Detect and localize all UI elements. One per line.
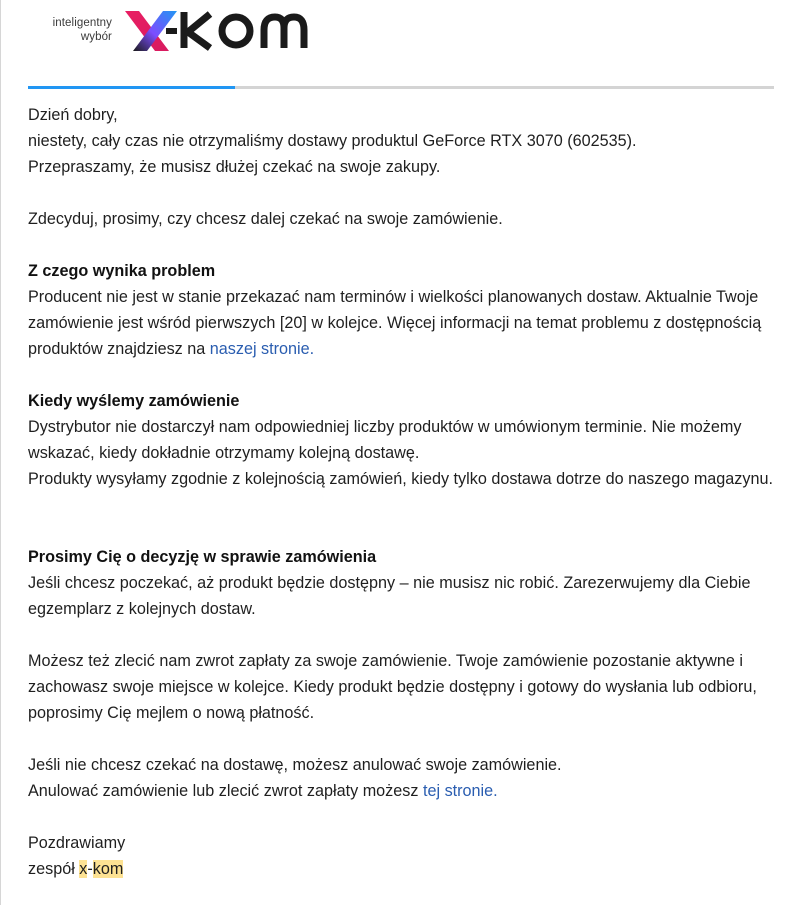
section-problem-text <box>28 284 774 362</box>
tagline-line-1: inteligentny <box>52 17 112 29</box>
brand-tagline <box>28 16 112 44</box>
section-decision-text-2: Możesz też zlecić nam zwrot zapłaty za swoje zamówienie. Twoje zamówienie pozostanie aktywne i zachowasz swoje miejsce w kolejce. Kiedy produkt będzie dostępny i gotowy do wysłania lub odbioru, poprosimy Cię mejlem o nową płatność. <box>28 652 757 722</box>
signature-brand-dash: - <box>87 860 93 878</box>
section-shipping-heading: Kiedy wyślemy zamówienie <box>28 392 240 410</box>
closing: Pozdrawiamy <box>28 834 126 852</box>
left-border <box>0 0 1 905</box>
decide-text: Zdecyduj, prosimy, czy chcesz dalej czekać na swoje zamówienie. <box>28 210 503 228</box>
signature-brand-kom: kom <box>92 860 124 878</box>
cancel-refund-text: Anulować zamówienie lub zlecić zwrot zapłaty możesz <box>28 782 423 800</box>
section-decision-text-1: Jeśli chcesz poczekać, aż produkt będzie dostępny – nie musisz nic robić. Zarezerwujemy dla Ciebie egzemplarz z kolejnych dostaw. <box>28 574 751 618</box>
section-problem-heading: Z czego wynika problem <box>28 262 216 280</box>
intro-line-2: Przepraszamy, że musisz dłużej czekać na swoje zakupy. <box>28 158 441 176</box>
section-problem-body: Producent nie jest w stanie przekazać nam terminów i wielkości planowanych dostaw. Aktualnie Twoje zamówienie jest wśród pierwszych [20] w kolejce. Więcej informacji na temat problemu z dostępnością produktów znajdziesz na <box>28 288 762 358</box>
section-decision-text-4 <box>28 778 774 804</box>
our-page-link[interactable]: naszej stronie. <box>209 340 315 358</box>
greeting: Dzień dobry, <box>28 106 118 124</box>
tagline-line-2: wybór <box>80 31 112 43</box>
signature-prefix: zespół <box>28 860 80 878</box>
signature-brand-x: x <box>79 860 88 878</box>
header-divider-accent <box>28 86 235 89</box>
section-decision-heading: Prosimy Cię o decyzję w sprawie zamówienia <box>28 548 377 566</box>
this-page-link[interactable]: tej stronie. <box>422 782 498 800</box>
section-shipping-text-1: Dystrybutor nie dostarczył nam odpowiedniej liczby produktów w umówionym terminie. Nie możemy wskazać, kiedy dokładnie otrzymamy kolejną dostawę. <box>28 418 742 462</box>
email-header <box>28 0 774 87</box>
signature <box>28 856 774 882</box>
intro-line-1: niestety, cały czas nie otrzymaliśmy dostawy produktul GeForce RTX 3070 (602535). <box>28 132 637 150</box>
header-divider <box>28 86 774 89</box>
section-decision-text-3: Jeśli nie chcesz czekać na dostawę, możesz anulować swoje zamówienie. <box>28 756 562 774</box>
x-kom-wordmark-icon <box>180 6 314 52</box>
section-shipping-text-2: Produkty wysyłamy zgodnie z kolejnością zamówień, kiedy tylko dostawa dotrze do naszego magazynu. <box>28 470 773 488</box>
email-content <box>28 87 774 882</box>
x-kom-x-logo-icon <box>119 8 179 54</box>
email-body <box>28 0 774 882</box>
